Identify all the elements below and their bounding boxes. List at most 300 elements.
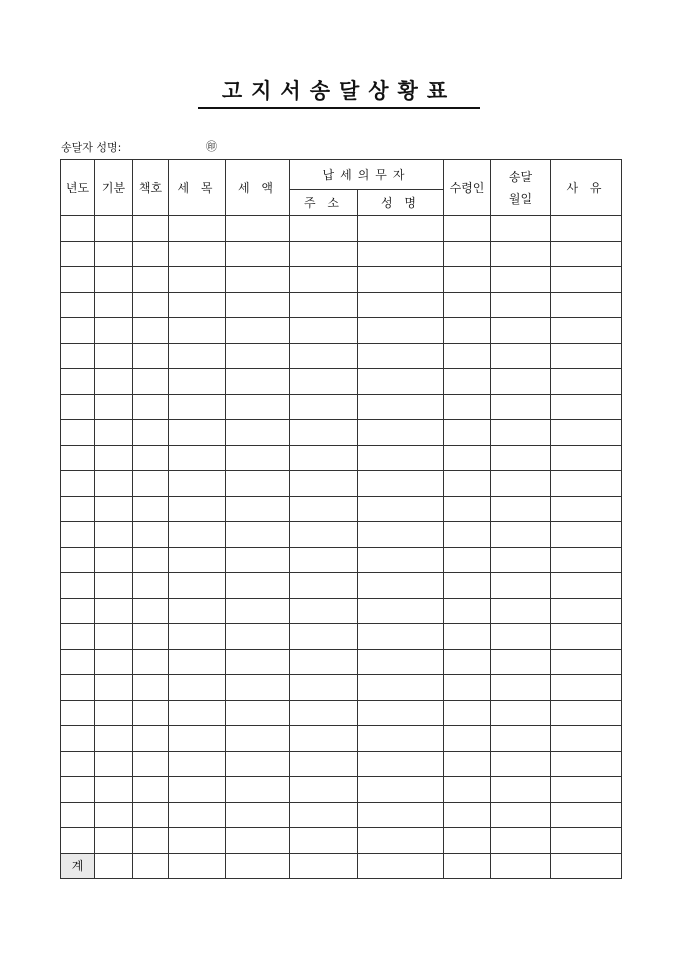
table-cell[interactable] — [290, 598, 358, 624]
table-cell[interactable] — [169, 802, 226, 828]
table-cell[interactable] — [491, 649, 551, 675]
table-cell[interactable] — [61, 216, 95, 242]
total-cell[interactable] — [551, 853, 622, 879]
table-cell[interactable] — [551, 624, 622, 650]
table-cell[interactable] — [444, 267, 491, 293]
table-cell[interactable] — [133, 394, 169, 420]
table-cell[interactable] — [358, 241, 444, 267]
table-cell[interactable] — [226, 802, 290, 828]
table-cell[interactable] — [444, 241, 491, 267]
table-cell[interactable] — [290, 802, 358, 828]
table-cell[interactable] — [61, 700, 95, 726]
table-cell[interactable] — [61, 394, 95, 420]
total-cell[interactable] — [491, 853, 551, 879]
table-cell[interactable] — [491, 802, 551, 828]
table-cell[interactable] — [61, 573, 95, 599]
table-cell[interactable] — [133, 522, 169, 548]
table-cell[interactable] — [444, 751, 491, 777]
table-cell[interactable] — [444, 675, 491, 701]
table-cell[interactable] — [491, 267, 551, 293]
table-cell[interactable] — [551, 292, 622, 318]
table-cell[interactable] — [491, 394, 551, 420]
table-row — [61, 726, 622, 752]
table-row — [61, 241, 622, 267]
table-cell[interactable] — [491, 624, 551, 650]
table-cell[interactable] — [290, 420, 358, 446]
table-cell[interactable] — [551, 828, 622, 854]
table-cell[interactable] — [551, 777, 622, 803]
form-title: 고지서송달상황표 — [221, 78, 457, 103]
table-cell[interactable] — [491, 216, 551, 242]
table-row — [61, 318, 622, 344]
table-cell[interactable] — [226, 241, 290, 267]
table-cell[interactable] — [95, 241, 133, 267]
table-cell[interactable] — [226, 471, 290, 497]
table-cell[interactable] — [290, 726, 358, 752]
table-cell[interactable] — [95, 369, 133, 395]
table-row — [61, 420, 622, 446]
table-cell[interactable] — [226, 369, 290, 395]
table-cell[interactable] — [169, 420, 226, 446]
table-cell[interactable] — [226, 828, 290, 854]
table-cell[interactable] — [358, 598, 444, 624]
seal-mark: ㊞ — [206, 140, 217, 153]
table-cell[interactable] — [358, 649, 444, 675]
delivery-date-line2: 월일 — [508, 191, 533, 206]
table-cell[interactable] — [226, 292, 290, 318]
col-header-year: 년도 — [61, 160, 95, 216]
table-cell[interactable] — [61, 624, 95, 650]
table-cell[interactable] — [169, 496, 226, 522]
table-cell[interactable] — [133, 547, 169, 573]
table-cell[interactable] — [61, 471, 95, 497]
table-row — [61, 471, 622, 497]
table-cell[interactable] — [133, 241, 169, 267]
table-cell[interactable] — [551, 318, 622, 344]
table-cell[interactable] — [95, 445, 133, 471]
table-cell[interactable] — [61, 726, 95, 752]
table-cell[interactable] — [61, 649, 95, 675]
table-cell[interactable] — [95, 496, 133, 522]
table-cell[interactable] — [95, 420, 133, 446]
table-cell[interactable] — [290, 496, 358, 522]
table-cell[interactable] — [169, 700, 226, 726]
table-cell[interactable] — [226, 420, 290, 446]
title-underline — [198, 107, 480, 109]
table-cell[interactable] — [290, 267, 358, 293]
table-cell[interactable] — [133, 445, 169, 471]
table-cell[interactable] — [226, 624, 290, 650]
total-cell[interactable] — [95, 853, 133, 879]
table-cell[interactable] — [61, 292, 95, 318]
table-cell[interactable] — [444, 547, 491, 573]
table-cell[interactable] — [61, 445, 95, 471]
table-cell[interactable] — [61, 777, 95, 803]
table-cell[interactable] — [95, 777, 133, 803]
table-cell[interactable] — [491, 343, 551, 369]
table-cell[interactable] — [133, 802, 169, 828]
table-cell[interactable] — [491, 573, 551, 599]
table-row — [61, 267, 622, 293]
table-cell[interactable] — [290, 318, 358, 344]
table-cell[interactable] — [226, 726, 290, 752]
table-cell[interactable] — [358, 573, 444, 599]
total-cell[interactable] — [444, 853, 491, 879]
table-cell[interactable] — [133, 216, 169, 242]
table-cell[interactable] — [491, 700, 551, 726]
table-cell[interactable] — [169, 471, 226, 497]
table-cell[interactable] — [226, 675, 290, 701]
table-cell[interactable] — [169, 394, 226, 420]
table-cell[interactable] — [226, 649, 290, 675]
total-cell[interactable] — [358, 853, 444, 879]
table-cell[interactable] — [358, 547, 444, 573]
table-cell[interactable] — [169, 598, 226, 624]
table-cell[interactable] — [95, 318, 133, 344]
table-cell[interactable] — [226, 343, 290, 369]
table-cell[interactable] — [169, 369, 226, 395]
table-cell[interactable] — [290, 624, 358, 650]
table-cell[interactable] — [491, 828, 551, 854]
table-cell[interactable] — [95, 343, 133, 369]
table-cell[interactable] — [61, 547, 95, 573]
table-cell[interactable] — [169, 649, 226, 675]
table-row — [61, 802, 622, 828]
table-cell[interactable] — [61, 675, 95, 701]
table-cell[interactable] — [551, 598, 622, 624]
table-cell[interactable] — [444, 343, 491, 369]
table-cell[interactable] — [444, 624, 491, 650]
table-cell[interactable] — [358, 471, 444, 497]
table-cell[interactable] — [358, 496, 444, 522]
table-cell[interactable] — [444, 471, 491, 497]
table-cell[interactable] — [551, 496, 622, 522]
table-cell[interactable] — [444, 394, 491, 420]
col-header-address: 주 소 — [290, 190, 358, 216]
table-cell[interactable] — [95, 292, 133, 318]
table-cell[interactable] — [491, 318, 551, 344]
table-cell[interactable] — [290, 241, 358, 267]
table-cell[interactable] — [133, 828, 169, 854]
delivery-date-line1: 송달 — [508, 169, 533, 184]
table-cell[interactable] — [358, 216, 444, 242]
table-cell[interactable] — [358, 828, 444, 854]
table-cell[interactable] — [169, 445, 226, 471]
table-cell[interactable] — [358, 445, 444, 471]
table-cell[interactable] — [133, 496, 169, 522]
table-cell[interactable] — [133, 369, 169, 395]
table-cell[interactable] — [551, 547, 622, 573]
total-label: 계 — [61, 853, 95, 879]
table-cell[interactable] — [358, 726, 444, 752]
table-cell[interactable] — [61, 802, 95, 828]
table-cell[interactable] — [491, 369, 551, 395]
table-cell[interactable] — [551, 649, 622, 675]
table-cell[interactable] — [551, 675, 622, 701]
table-cell[interactable] — [358, 675, 444, 701]
table-cell[interactable] — [133, 318, 169, 344]
table-cell[interactable] — [61, 267, 95, 293]
table-cell[interactable] — [61, 343, 95, 369]
table-cell[interactable] — [491, 777, 551, 803]
table-body — [61, 216, 622, 879]
total-cell[interactable] — [226, 853, 290, 879]
table-cell[interactable] — [61, 318, 95, 344]
table-cell[interactable] — [444, 420, 491, 446]
table-cell[interactable] — [290, 649, 358, 675]
table-cell[interactable] — [358, 420, 444, 446]
table-cell[interactable] — [95, 471, 133, 497]
table-cell[interactable] — [290, 573, 358, 599]
table-cell[interactable] — [358, 318, 444, 344]
table-cell[interactable] — [95, 751, 133, 777]
table-cell[interactable] — [551, 802, 622, 828]
table-cell[interactable] — [444, 726, 491, 752]
table-cell[interactable] — [169, 624, 226, 650]
table-cell[interactable] — [491, 598, 551, 624]
table-cell[interactable] — [491, 471, 551, 497]
table-row — [61, 547, 622, 573]
table-cell[interactable] — [290, 216, 358, 242]
table-cell[interactable] — [61, 420, 95, 446]
table-cell[interactable] — [358, 522, 444, 548]
table-cell[interactable] — [551, 471, 622, 497]
table-cell[interactable] — [491, 241, 551, 267]
table-cell[interactable] — [358, 369, 444, 395]
table-cell[interactable] — [551, 751, 622, 777]
table-cell[interactable] — [358, 394, 444, 420]
table-row — [61, 369, 622, 395]
table-cell[interactable] — [169, 267, 226, 293]
table-cell[interactable] — [444, 802, 491, 828]
table-cell[interactable] — [551, 369, 622, 395]
table-row — [61, 292, 622, 318]
table-cell[interactable] — [133, 343, 169, 369]
delivery-status-table — [60, 159, 622, 879]
table-cell[interactable] — [444, 598, 491, 624]
table-cell[interactable] — [491, 445, 551, 471]
table-cell[interactable] — [551, 726, 622, 752]
table-cell[interactable] — [444, 445, 491, 471]
table-cell[interactable] — [358, 267, 444, 293]
table-cell[interactable] — [95, 267, 133, 293]
table-cell[interactable] — [95, 216, 133, 242]
table-cell[interactable] — [551, 394, 622, 420]
table-cell[interactable] — [133, 267, 169, 293]
table-cell[interactable] — [169, 216, 226, 242]
col-header-book-no: 책호 — [133, 160, 169, 216]
table-cell[interactable] — [444, 522, 491, 548]
table-cell[interactable] — [290, 292, 358, 318]
table-cell[interactable] — [551, 522, 622, 548]
deliverer-name-label: 송달자 성명: — [61, 141, 122, 154]
table-cell[interactable] — [226, 318, 290, 344]
table-cell[interactable] — [290, 828, 358, 854]
table-row — [61, 828, 622, 854]
table-cell[interactable] — [169, 675, 226, 701]
table-cell[interactable] — [491, 751, 551, 777]
table-cell[interactable] — [95, 675, 133, 701]
table-cell[interactable] — [551, 241, 622, 267]
table-cell[interactable] — [226, 267, 290, 293]
table-cell[interactable] — [444, 318, 491, 344]
table-cell[interactable] — [491, 675, 551, 701]
total-cell[interactable] — [290, 853, 358, 879]
table-cell[interactable] — [169, 751, 226, 777]
table-cell[interactable] — [358, 700, 444, 726]
total-cell[interactable] — [133, 853, 169, 879]
table-cell[interactable] — [61, 522, 95, 548]
table-cell[interactable] — [226, 394, 290, 420]
table-cell[interactable] — [133, 292, 169, 318]
table-cell[interactable] — [169, 292, 226, 318]
col-header-taxpayer-group: 납세의무자 — [290, 160, 444, 190]
table-cell[interactable] — [169, 573, 226, 599]
table-cell[interactable] — [95, 802, 133, 828]
table-cell[interactable] — [169, 828, 226, 854]
table-cell[interactable] — [491, 547, 551, 573]
table-cell[interactable] — [133, 675, 169, 701]
table-cell[interactable] — [290, 343, 358, 369]
table-cell[interactable] — [226, 496, 290, 522]
table-cell[interactable] — [133, 573, 169, 599]
table-cell[interactable] — [61, 496, 95, 522]
table-row — [61, 343, 622, 369]
table-cell[interactable] — [169, 777, 226, 803]
table-cell[interactable] — [551, 216, 622, 242]
table-cell[interactable] — [491, 522, 551, 548]
table-cell[interactable] — [169, 241, 226, 267]
table-cell[interactable] — [551, 343, 622, 369]
table-cell[interactable] — [61, 369, 95, 395]
table-cell[interactable] — [290, 700, 358, 726]
table-cell[interactable] — [95, 547, 133, 573]
table-cell[interactable] — [61, 751, 95, 777]
table-cell[interactable] — [133, 777, 169, 803]
table-row — [61, 522, 622, 548]
total-cell[interactable] — [169, 853, 226, 879]
table-row — [61, 496, 622, 522]
table-cell[interactable] — [551, 573, 622, 599]
table-cell[interactable] — [358, 802, 444, 828]
table-cell[interactable] — [61, 598, 95, 624]
total-row — [61, 853, 622, 879]
col-header-period: 기분 — [95, 160, 133, 216]
table-cell[interactable] — [358, 343, 444, 369]
table-cell[interactable] — [95, 624, 133, 650]
table-cell[interactable] — [61, 241, 95, 267]
table-cell[interactable] — [133, 624, 169, 650]
table-cell[interactable] — [226, 445, 290, 471]
table-cell[interactable] — [290, 751, 358, 777]
table-cell[interactable] — [491, 292, 551, 318]
table-cell[interactable] — [290, 675, 358, 701]
table-cell[interactable] — [551, 445, 622, 471]
col-header-tax-item: 세 목 — [169, 160, 226, 216]
table-cell[interactable] — [95, 700, 133, 726]
table-cell[interactable] — [226, 777, 290, 803]
table-cell[interactable] — [551, 420, 622, 446]
table-cell[interactable] — [290, 369, 358, 395]
table-row — [61, 649, 622, 675]
table-cell[interactable] — [358, 292, 444, 318]
col-header-reason: 사 유 — [551, 160, 622, 216]
table-cell[interactable] — [290, 394, 358, 420]
table-cell[interactable] — [226, 751, 290, 777]
table-cell[interactable] — [61, 828, 95, 854]
table-cell[interactable] — [226, 573, 290, 599]
table-row — [61, 777, 622, 803]
table-cell[interactable] — [444, 828, 491, 854]
table-cell[interactable] — [169, 522, 226, 548]
table-cell[interactable] — [133, 598, 169, 624]
table-cell[interactable] — [551, 267, 622, 293]
table-cell[interactable] — [444, 369, 491, 395]
table-cell[interactable] — [133, 471, 169, 497]
table-row — [61, 675, 622, 701]
table-cell[interactable] — [133, 420, 169, 446]
table-cell[interactable] — [290, 471, 358, 497]
table-cell[interactable] — [358, 624, 444, 650]
table-cell[interactable] — [444, 573, 491, 599]
table-cell[interactable] — [444, 777, 491, 803]
table-cell[interactable] — [133, 751, 169, 777]
table-cell[interactable] — [133, 726, 169, 752]
table-cell[interactable] — [169, 726, 226, 752]
table-cell[interactable] — [226, 700, 290, 726]
table-cell[interactable] — [95, 649, 133, 675]
table-cell[interactable] — [290, 777, 358, 803]
table-cell[interactable] — [358, 777, 444, 803]
table-row — [61, 445, 622, 471]
table-row — [61, 751, 622, 777]
table-cell[interactable] — [133, 700, 169, 726]
table-row — [61, 573, 622, 599]
table-cell[interactable] — [551, 700, 622, 726]
table-cell[interactable] — [491, 420, 551, 446]
table-cell[interactable] — [133, 649, 169, 675]
table-cell[interactable] — [95, 598, 133, 624]
table-cell[interactable] — [169, 318, 226, 344]
table-cell[interactable] — [95, 522, 133, 548]
table-cell[interactable] — [290, 445, 358, 471]
table-cell[interactable] — [491, 496, 551, 522]
table-row — [61, 598, 622, 624]
table-cell[interactable] — [95, 573, 133, 599]
table-cell[interactable] — [226, 216, 290, 242]
table-cell[interactable] — [169, 547, 226, 573]
col-header-recipient: 수령인 — [444, 160, 491, 216]
table-cell[interactable] — [358, 751, 444, 777]
table-cell[interactable] — [290, 547, 358, 573]
table-cell[interactable] — [444, 700, 491, 726]
table-cell[interactable] — [226, 547, 290, 573]
table-cell[interactable] — [444, 649, 491, 675]
table-cell[interactable] — [95, 726, 133, 752]
table-cell[interactable] — [226, 598, 290, 624]
table-row — [61, 216, 622, 242]
table-cell[interactable] — [226, 522, 290, 548]
table-row — [61, 624, 622, 650]
table-cell[interactable] — [169, 343, 226, 369]
table-cell[interactable] — [444, 292, 491, 318]
table-cell[interactable] — [444, 216, 491, 242]
table-cell[interactable] — [491, 726, 551, 752]
table-cell[interactable] — [95, 828, 133, 854]
table-cell[interactable] — [290, 522, 358, 548]
table-cell[interactable] — [444, 496, 491, 522]
table-cell[interactable] — [95, 394, 133, 420]
